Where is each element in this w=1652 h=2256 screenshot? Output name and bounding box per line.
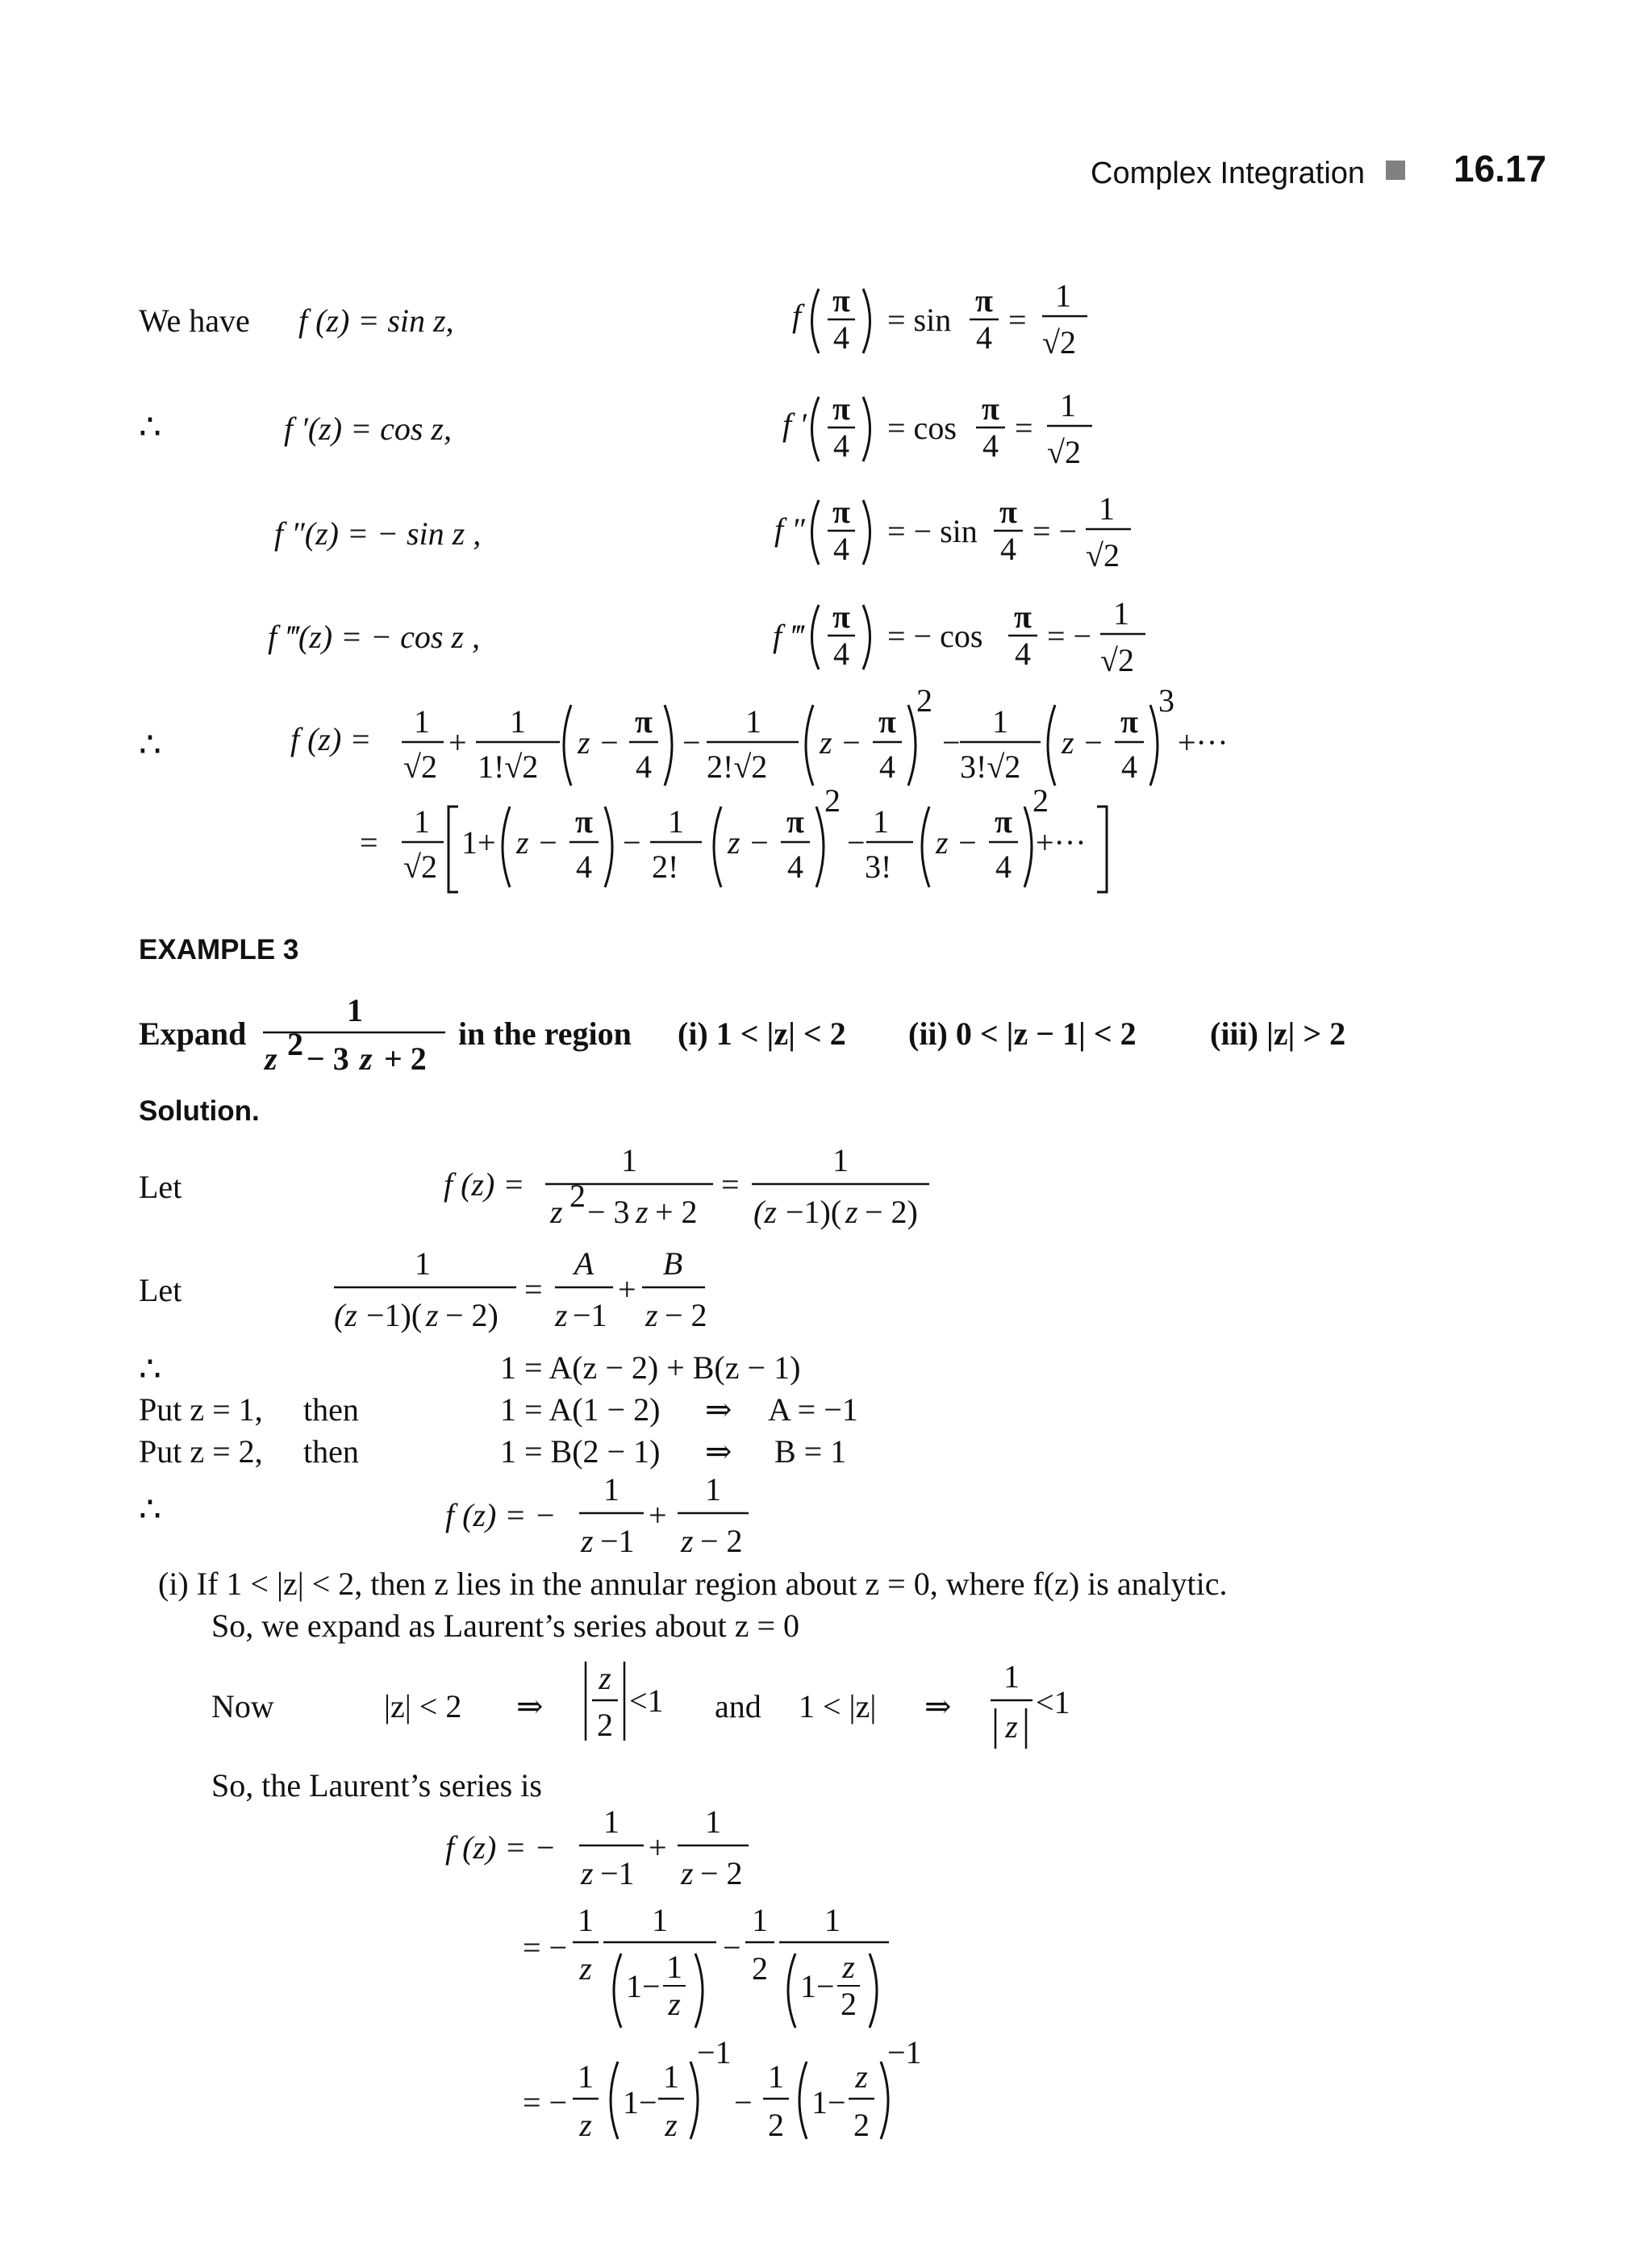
svg-text:4: 4 <box>879 749 895 785</box>
svg-text:+ 2: + 2 <box>384 1040 427 1077</box>
svg-text:1: 1 <box>745 703 761 740</box>
svg-text:−1: −1 <box>573 1297 607 1333</box>
svg-text:− 2: − 2 <box>665 1297 707 1333</box>
let-label-2: Let <box>139 1272 182 1308</box>
svg-text:= −: = − <box>1047 618 1092 654</box>
svg-text:π: π <box>982 390 999 427</box>
derivative-values <box>774 266 1162 686</box>
svg-text:1−: 1− <box>626 1968 661 2004</box>
svg-text:3!: 3! <box>865 849 892 885</box>
svg-text:1: 1 <box>621 1142 637 1178</box>
expand-label: Expand <box>139 1015 247 1052</box>
svg-text:2: 2 <box>841 1986 857 2022</box>
therefore-symbol-4: ∴ <box>139 1490 161 1529</box>
case-i-line-1: (i) If 1 < |z| < 2, then z lies in the annular region about z = 0, where f(z) is analytic. <box>158 1566 1228 1602</box>
svg-text:1: 1 <box>668 803 684 840</box>
condition-z-over-2 <box>582 1657 679 1754</box>
svg-text:1: 1 <box>705 1471 721 1507</box>
expand-fraction <box>258 990 452 1079</box>
svg-text:2: 2 <box>597 1707 613 1743</box>
therefore-symbol: ∴ <box>139 407 161 447</box>
B-value: B = 1 <box>774 1433 847 1470</box>
implies-arrow-3: ⇒ <box>516 1688 544 1724</box>
svg-text:B: B <box>662 1245 683 1282</box>
svg-text:π: π <box>786 803 804 840</box>
svg-text:(z: (z <box>334 1297 357 1333</box>
svg-text:− 2: − 2 <box>700 1855 743 1891</box>
svg-text:√2: √2 <box>1042 324 1076 361</box>
f1-definition: f ′(z) = cos z, <box>284 411 452 447</box>
svg-text:z −: z − <box>936 824 978 861</box>
svg-text:=: = <box>1015 410 1033 446</box>
svg-text:z: z <box>581 1855 594 1891</box>
svg-text:1: 1 <box>1099 490 1115 527</box>
svg-text:+: + <box>649 1497 667 1533</box>
svg-text:−: − <box>623 824 641 861</box>
svg-text:z: z <box>845 1194 858 1230</box>
svg-text:1: 1 <box>666 1949 682 1985</box>
svg-text:z: z <box>579 1950 592 1987</box>
partial-fraction-setup <box>331 1242 734 1339</box>
svg-text:<1: <1 <box>629 1683 664 1719</box>
svg-text:z: z <box>426 1297 439 1333</box>
svg-text:2: 2 <box>853 2107 870 2143</box>
svg-text:−: − <box>734 2084 753 2120</box>
svg-text:3: 3 <box>1158 682 1174 719</box>
svg-text:1: 1 <box>414 803 430 840</box>
svg-text:4: 4 <box>787 849 803 885</box>
svg-text:1: 1 <box>752 1902 768 1938</box>
svg-text:π: π <box>1120 703 1138 740</box>
svg-text:1: 1 <box>603 1804 620 1840</box>
f-fraction-def <box>442 1139 942 1236</box>
svg-text:1: 1 <box>663 2058 679 2095</box>
put-z2: Put z = 2, <box>139 1433 263 1470</box>
and-label: and <box>715 1688 761 1724</box>
svg-text:f (z) = −: f (z) = − <box>445 1497 557 1533</box>
laurent-intro: So, the Laurent’s series is <box>211 1767 542 1804</box>
svg-text:4: 4 <box>833 427 849 464</box>
svg-text:= −: = − <box>1032 513 1078 549</box>
svg-text:π: π <box>975 282 993 319</box>
svg-text:π: π <box>999 494 1017 530</box>
svg-text:f (z) = −: f (z) = − <box>445 1829 557 1866</box>
svg-text:2: 2 <box>287 1026 303 1062</box>
svg-text:−1)(: −1)( <box>366 1297 423 1333</box>
svg-text:z: z <box>550 1194 563 1230</box>
svg-text:1: 1 <box>768 2058 784 2095</box>
svg-text:−1: −1 <box>697 2034 732 2070</box>
svg-text:− 3: − 3 <box>307 1040 349 1077</box>
svg-text:2: 2 <box>752 1950 768 1987</box>
svg-text:4: 4 <box>833 531 849 567</box>
svg-text:f (z) =: f (z) = <box>290 721 372 757</box>
svg-text:z −: z − <box>578 724 620 761</box>
svg-text:√2: √2 <box>1100 642 1134 678</box>
svg-text:−1: −1 <box>600 1523 635 1559</box>
svg-text:2!: 2! <box>652 849 679 885</box>
svg-text:−: − <box>723 1929 741 1966</box>
svg-text:+ 2: + 2 <box>655 1194 698 1230</box>
svg-text:√2: √2 <box>1086 537 1120 573</box>
svg-text:− 3: − 3 <box>587 1194 630 1230</box>
let-label-1: Let <box>139 1169 182 1205</box>
chapter-title: Complex Integration <box>1091 156 1366 190</box>
svg-text:−1: −1 <box>887 2034 922 2070</box>
svg-text:3!√2: 3!√2 <box>960 749 1021 785</box>
svg-text:4: 4 <box>576 849 592 885</box>
svg-text:4: 4 <box>995 849 1012 885</box>
svg-text:z: z <box>681 1523 694 1559</box>
now-label: Now <box>211 1688 274 1724</box>
svg-text:1: 1 <box>1003 1658 1020 1695</box>
svg-text:A: A <box>574 1245 594 1282</box>
case-i-line-2: So, we expand as Laurent’s series about z = 0 <box>211 1608 800 1644</box>
svg-text:z: z <box>581 1523 594 1559</box>
svg-text:1: 1 <box>1055 277 1071 314</box>
region-ii: (ii) 0 < |z − 1| < 2 <box>908 1015 1137 1052</box>
svg-text:−1: −1 <box>600 1855 635 1891</box>
svg-text:z: z <box>1005 1708 1018 1745</box>
svg-text:2: 2 <box>768 2107 784 2143</box>
svg-text:4: 4 <box>1000 531 1016 567</box>
svg-text:1: 1 <box>873 803 889 840</box>
svg-text:π: π <box>832 494 850 530</box>
svg-text:− 2: − 2 <box>700 1523 743 1559</box>
we-have-label: We have <box>139 302 250 339</box>
f3-definition: f ‴(z) = − cos z , <box>268 619 480 655</box>
therefore-symbol-3: ∴ <box>139 1349 161 1389</box>
taylor-series <box>290 682 1229 903</box>
svg-text:1: 1 <box>992 703 1008 740</box>
svg-text:+: + <box>618 1271 636 1307</box>
svg-text:2: 2 <box>1032 782 1049 819</box>
svg-text:−: − <box>847 824 866 861</box>
svg-text:+···: +··· <box>1036 824 1087 861</box>
svg-text:+: + <box>448 724 467 761</box>
svg-text:π: π <box>575 803 593 840</box>
svg-text:4: 4 <box>1121 749 1137 785</box>
svg-text:− 2): − 2) <box>865 1194 918 1230</box>
put-z1: Put z = 1, <box>139 1391 263 1428</box>
svg-text:− 2): − 2) <box>445 1297 499 1333</box>
svg-text:√2: √2 <box>1047 434 1081 470</box>
then-label-2: then <box>303 1433 359 1470</box>
svg-text:z: z <box>842 1949 855 1985</box>
put2-equation: 1 = B(2 − 1) <box>500 1433 661 1470</box>
svg-text:f ′: f ′ <box>782 407 807 443</box>
svg-text:=: = <box>524 1271 543 1307</box>
identity-equation: 1 = A(z − 2) + B(z − 1) <box>500 1349 801 1386</box>
implies-arrow-4: ⇒ <box>924 1688 952 1724</box>
region-iii: (iii) |z| > 2 <box>1210 1015 1346 1052</box>
example-label: EXAMPLE 3 <box>139 934 299 965</box>
svg-text:1: 1 <box>414 703 430 740</box>
svg-text:4: 4 <box>1015 636 1031 672</box>
implies-arrow-1: ⇒ <box>705 1391 732 1428</box>
svg-text:z: z <box>681 1855 694 1891</box>
svg-text:π: π <box>635 703 653 740</box>
svg-text:1: 1 <box>1060 387 1076 423</box>
svg-text:= cos: = cos <box>887 410 957 446</box>
condition-left: |z| < 2 <box>384 1688 462 1724</box>
svg-text:−1)(: −1)( <box>786 1194 842 1230</box>
svg-text:π: π <box>832 282 850 319</box>
svg-text:f (z) =: f (z) = <box>444 1166 525 1203</box>
condition-one-over-z <box>984 1655 1097 1760</box>
svg-text:z: z <box>668 1986 681 2022</box>
svg-text:z: z <box>599 1660 611 1696</box>
therefore-symbol-2: ∴ <box>139 725 161 765</box>
svg-text:=: = <box>721 1166 740 1203</box>
svg-text:−: − <box>942 724 961 761</box>
svg-text:=: = <box>1008 302 1027 338</box>
svg-text:2: 2 <box>824 782 841 819</box>
svg-text:1: 1 <box>578 2058 594 2095</box>
svg-text:= − sin: = − sin <box>887 513 978 549</box>
svg-text:1: 1 <box>824 1902 841 1938</box>
put1-equation: 1 = A(1 − 2) <box>500 1391 661 1428</box>
svg-text:z: z <box>265 1040 277 1077</box>
svg-text:1: 1 <box>705 1804 721 1840</box>
svg-text:= − cos: = − cos <box>887 618 983 654</box>
svg-text:1!√2: 1!√2 <box>478 749 539 785</box>
svg-text:π: π <box>1014 598 1032 635</box>
svg-text:1−: 1− <box>800 1968 835 2004</box>
svg-text:z: z <box>579 2107 592 2143</box>
region-i: (i) 1 < |z| < 2 <box>678 1015 846 1052</box>
svg-text:= −: = − <box>523 1929 568 1966</box>
svg-text:z −: z − <box>516 824 559 861</box>
svg-text:z −: z − <box>820 724 862 761</box>
svg-text:2: 2 <box>916 682 932 719</box>
laurent-series <box>444 1804 928 2165</box>
svg-text:π: π <box>832 390 850 427</box>
svg-text:z: z <box>636 1194 649 1230</box>
svg-text:= sin: = sin <box>887 302 952 338</box>
svg-text:1: 1 <box>510 703 526 740</box>
svg-text:z: z <box>360 1040 373 1077</box>
svg-text:z: z <box>645 1297 658 1333</box>
svg-text:π: π <box>995 803 1012 840</box>
page-number: 16.17 <box>1454 148 1547 190</box>
svg-text:√2: √2 <box>403 849 437 885</box>
svg-text:1: 1 <box>578 1902 594 1938</box>
svg-text:1−: 1− <box>623 2084 657 2120</box>
svg-text:√2: √2 <box>403 749 437 785</box>
f2-definition: f ″(z) = − sin z , <box>274 515 482 552</box>
svg-text:= −: = − <box>523 2084 568 2120</box>
condition-right: 1 < |z| <box>799 1688 877 1724</box>
svg-text:+···: +··· <box>1178 724 1229 761</box>
svg-text:π: π <box>878 703 896 740</box>
svg-text:4: 4 <box>976 319 992 356</box>
svg-text:+: + <box>649 1829 667 1866</box>
svg-text:4: 4 <box>833 636 849 672</box>
svg-text:1−: 1− <box>811 2084 846 2120</box>
in-region-label: in the region <box>458 1015 632 1052</box>
svg-text:f ‴: f ‴ <box>773 618 803 654</box>
svg-text:<1: <1 <box>1036 1684 1070 1720</box>
svg-text:1: 1 <box>347 992 363 1028</box>
svg-text:1: 1 <box>415 1245 431 1282</box>
svg-text:π: π <box>832 598 850 635</box>
partial-fraction-result <box>444 1468 766 1565</box>
svg-text:=: = <box>360 824 378 861</box>
svg-text:2!√2: 2!√2 <box>707 749 768 785</box>
A-value: A = −1 <box>768 1391 858 1428</box>
svg-text:4: 4 <box>982 427 999 464</box>
svg-text:(z: (z <box>753 1194 777 1230</box>
svg-text:1: 1 <box>832 1142 849 1178</box>
svg-text:1: 1 <box>603 1471 620 1507</box>
f-definition: f (z) = sin z, <box>298 302 454 339</box>
svg-text:f ″: f ″ <box>774 511 805 548</box>
solution-label: Solution. <box>139 1095 260 1127</box>
svg-text:z: z <box>555 1297 568 1333</box>
svg-text:−: − <box>682 724 701 761</box>
svg-text:z −: z − <box>1062 724 1104 761</box>
svg-text:1: 1 <box>652 1902 668 1938</box>
implies-arrow-2: ⇒ <box>705 1433 732 1470</box>
svg-text:z: z <box>855 2058 868 2095</box>
svg-text:1+: 1+ <box>461 824 496 861</box>
svg-text:f: f <box>792 298 802 334</box>
header-square-icon <box>1386 161 1405 180</box>
then-label-1: then <box>303 1391 359 1428</box>
svg-text:4: 4 <box>833 319 849 356</box>
svg-text:4: 4 <box>636 749 652 785</box>
svg-text:z −: z − <box>728 824 770 861</box>
svg-text:2: 2 <box>569 1178 586 1214</box>
svg-text:1: 1 <box>1113 595 1129 632</box>
svg-text:z: z <box>665 2107 678 2143</box>
